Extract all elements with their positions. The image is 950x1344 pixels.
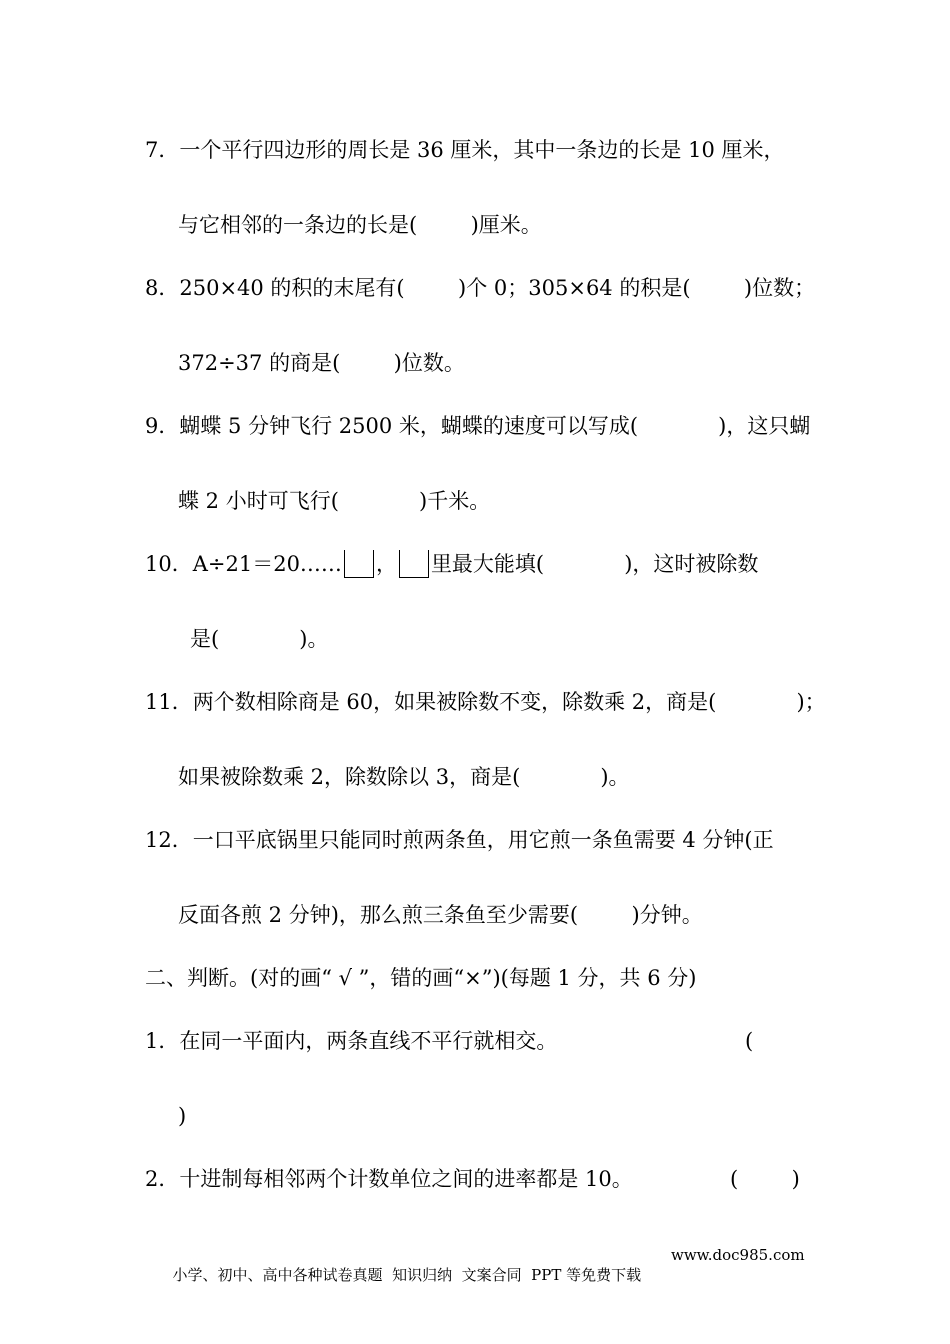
question-10-text: 里最大能填( )，这时被除数 <box>430 552 759 576</box>
question-10-expression: 10．A÷21＝20…… <box>145 552 342 576</box>
section-2-heading: 二、判断。(对的画“ √ ”，错的画“×”)(每题 1 分，共 6 分) <box>145 966 697 990</box>
question-11-line-1: 11．两个数相除商是 60，如果被除数不变，除数乘 2，商是( )； <box>145 690 826 714</box>
judgment-2-paren: ( ) <box>730 1167 800 1191</box>
question-12-line-2: 反面各煎 2 分钟)，那么煎三条鱼至少需要( )分钟。 <box>178 903 703 927</box>
question-10-comma: ， <box>375 552 397 576</box>
judgment-2-text: 2．十进制每相邻两个计数单位之间的进率都是 10。 <box>145 1167 633 1191</box>
judgment-1-paren-open: ( <box>745 1029 754 1053</box>
footer-text: 小学、初中、高中各种试卷真题 知识归纳 文案合同 PPT 等免费下载 <box>172 1266 642 1284</box>
question-9-line-1: 9．蝴蝶 5 分钟飞行 2500 米，蝴蝶的速度可以写成( )，这只蝴 <box>145 414 811 438</box>
remainder-box <box>344 550 374 578</box>
question-8-line-2: 372÷37 的商是( )位数。 <box>178 351 465 375</box>
question-7-line-2: 与它相邻的一条边的长是( )厘米。 <box>178 213 542 237</box>
question-12-line-1: 12．一口平底锅里只能同时煎两条鱼，用它煎一条鱼需要 4 分钟(正 <box>145 828 774 852</box>
question-10-line-2: 是( )。 <box>190 627 329 651</box>
page-footer <box>163 1245 803 1305</box>
question-7-line-1: 7．一个平行四边形的周长是 36 厘米，其中一条边的长是 10 厘米， <box>145 138 785 162</box>
remainder-box-ref <box>399 550 429 578</box>
question-8-line-1: 8．250×40 的积的末尾有( )个 0；305×64 的积是( )位数； <box>145 276 816 300</box>
judgment-1-paren-close: ) <box>178 1104 187 1128</box>
judgment-1-text: 1．在同一平面内，两条直线不平行就相交。 <box>145 1029 558 1053</box>
question-10-line-1 <box>145 550 758 578</box>
footer-url[interactable]: www.doc985.com <box>671 1246 805 1264</box>
question-9-line-2: 蝶 2 小时可飞行( )千米。 <box>178 489 491 513</box>
question-11-line-2: 如果被除数乘 2，除数除以 3，商是( )。 <box>178 765 630 789</box>
